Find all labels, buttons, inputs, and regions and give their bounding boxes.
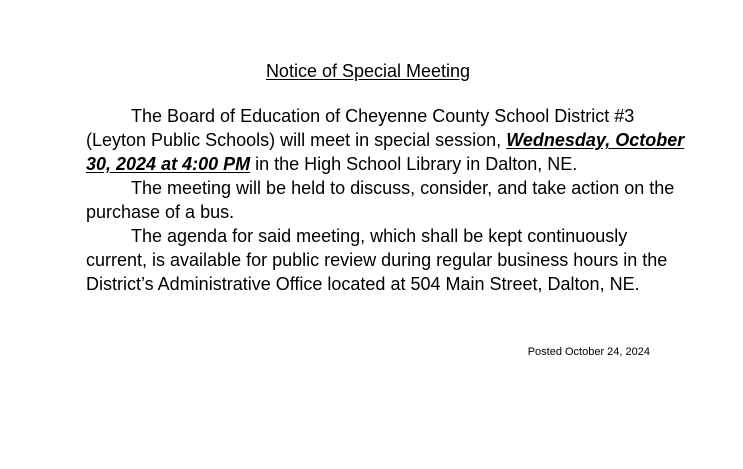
meeting-datetime: Wednesday, October 30, 2024 at 4:00 PM (86, 130, 685, 174)
paragraph-purpose: The meeting will be held to discuss, consider, and take action on the purchase of a bus. (86, 178, 675, 222)
notice-title: Notice of Special Meeting (265, 61, 471, 81)
meeting-location-text: in the High School Library in Dalton, NE. (250, 154, 578, 174)
posted-date: Posted October 24, 2024 (527, 346, 650, 358)
paragraph-meeting-details (86, 104, 686, 176)
paragraph-agenda: The agenda for said meeting, which shall be kept continuously current, is available for public review during regular business hours in the District’s Administrative Office located at 504 Main Street, Dalton, NE. (86, 226, 668, 294)
notice-body (86, 104, 686, 296)
meeting-intro-text: The Board of Education of Cheyenne County School District #3 (Leyton Public Schools) will meet in special session, (86, 106, 635, 150)
